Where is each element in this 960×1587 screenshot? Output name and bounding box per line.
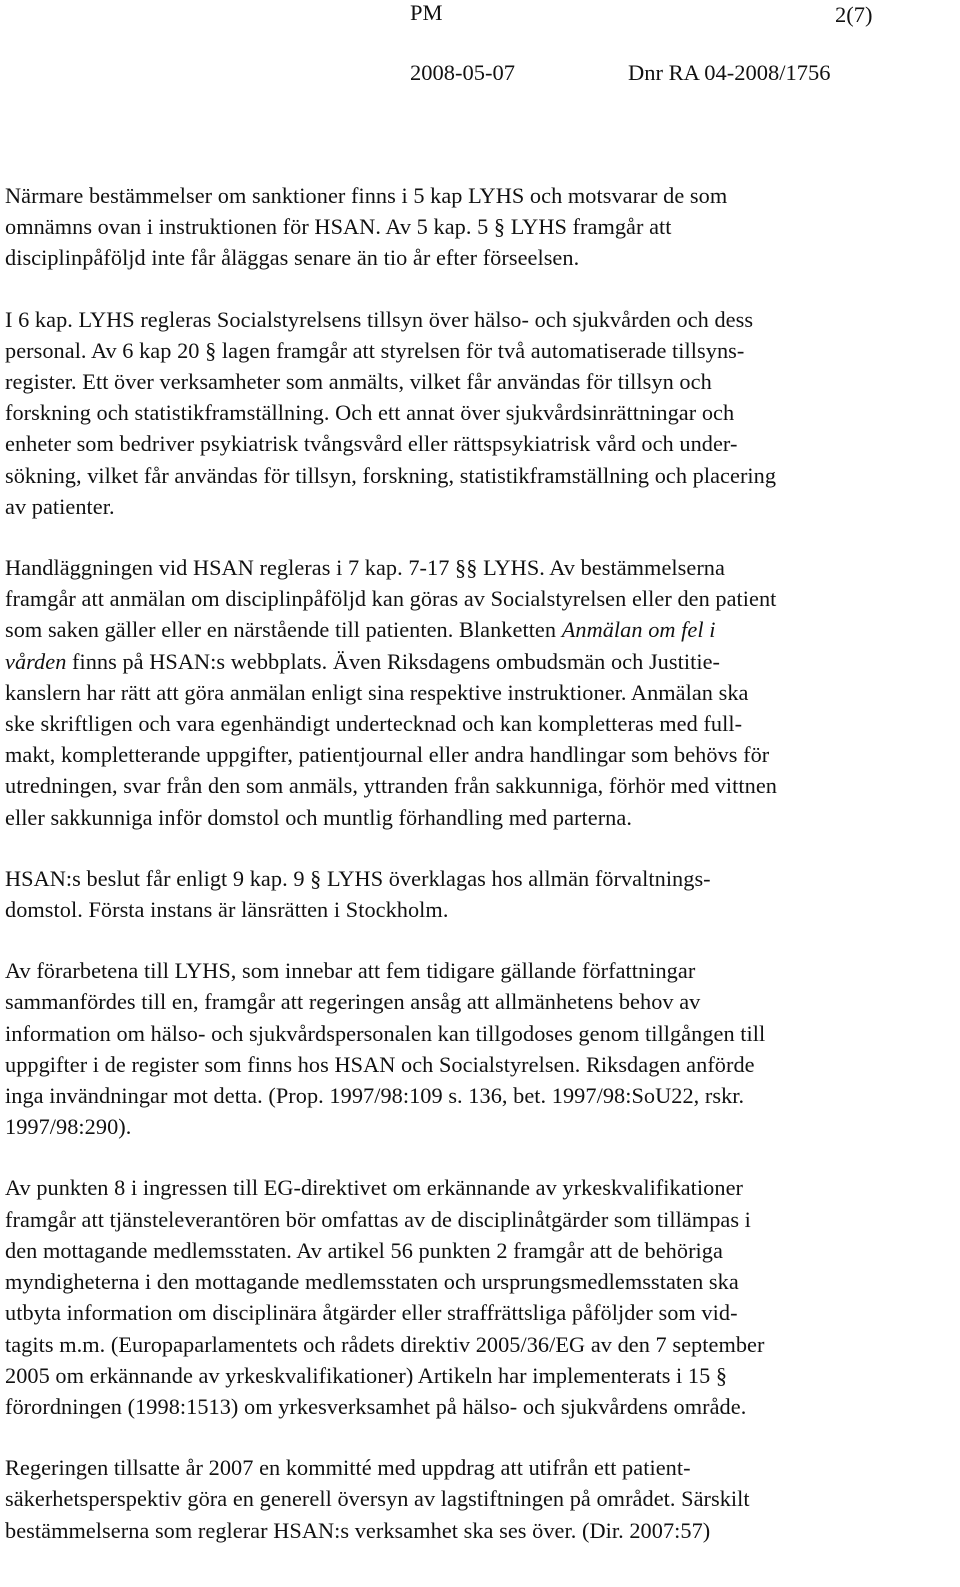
text-line: uppgifter i de register som finns hos HSAN och Socialstyrelsen. Riksdagen anförde bbox=[5, 1051, 755, 1077]
paragraph-handling bbox=[5, 552, 955, 833]
text-line: register. Ett över verksamheter som anmälts, vilket får användas för tillsyn och bbox=[5, 369, 712, 395]
text-line: HSAN:s beslut får enligt 9 kap. 9 § LYHS överklagas hos allmän förvaltnings- bbox=[5, 865, 711, 891]
text-line: bestämmelserna som reglerar HSAN:s verksamhet ska ses över. (Dir. 2007:57) bbox=[5, 1517, 711, 1543]
document-body bbox=[5, 180, 955, 1564]
page-number: 2(7) bbox=[835, 2, 873, 27]
text-line: domstol. Första instans är länsrätten i Stockholm. bbox=[5, 897, 449, 923]
text-line bbox=[5, 614, 955, 645]
text-line: inga invändningar mot detta. (Prop. 1997/98:109 s. 136, bet. 1997/98:SoU22, rskr. bbox=[5, 1083, 745, 1109]
paragraph-appeal bbox=[5, 863, 955, 925]
doc-type-title: PM bbox=[410, 0, 443, 25]
text-segment: finns på HSAN:s webbplats. Även Riksdagens ombudsmän och Justitie- bbox=[66, 648, 721, 674]
text-line: 1997/98:290). bbox=[5, 1114, 132, 1140]
paragraph-sanctions bbox=[5, 180, 955, 274]
text-line: Handläggningen vid HSAN regleras i 7 kap. 7-17 §§ LYHS. Av bestämmelserna bbox=[5, 555, 725, 581]
text-line: förordningen (1998:1513) om yrkesverksamhet på hälso- och sjukvårdens område. bbox=[5, 1393, 747, 1419]
form-title-italic: vården bbox=[5, 648, 67, 674]
text-line: myndigheterna i den mottagande medlemsstaten och ursprungsmedlemsstaten ska bbox=[5, 1269, 739, 1295]
form-title-italic: Anmälan om fel i bbox=[561, 617, 716, 643]
text-line: sammanfördes till en, framgår att regeringen ansåg att allmänhetens behov av bbox=[5, 989, 701, 1015]
text-line: personal. Av 6 kap 20 § lagen framgår att styrelsen för två automatiserade tillsyns- bbox=[5, 337, 745, 363]
paragraph-preparatory-work bbox=[5, 955, 955, 1142]
text-line: enheter som bedriver psykiatrisk tvångsvård eller rättspsykiatrisk vård och under- bbox=[5, 431, 738, 457]
text-line: av patienter. bbox=[5, 493, 115, 519]
text-line: forskning och statistikframställning. Och ett annat över sjukvårdsinrättningar och bbox=[5, 400, 735, 426]
text-line: makt, kompletterande uppgifter, patientjournal eller andra handlingar som behövs för bbox=[5, 742, 770, 768]
text-line: I 6 kap. LYHS regleras Socialstyrelsens tillsyn över hälso- och sjukvården och dess bbox=[5, 306, 754, 332]
text-line: 2005 om erkännande av yrkeskvalifikationer) Artikeln har implementerats i 15 § bbox=[5, 1362, 728, 1388]
text-line: säkerhetsperspektiv göra en generell översyn av lagstiftningen på området. Särskilt bbox=[5, 1486, 750, 1512]
text-line: utredningen, svar från den som anmäls, yttranden från sakkunniga, förhör med vittnen bbox=[5, 773, 777, 799]
text-segment: som saken gäller eller en närstående till patienten. Blanketten bbox=[5, 617, 562, 643]
text-line: disciplinpåföljd inte får åläggas senare än tio år efter förseelsen. bbox=[5, 245, 580, 271]
text-line: omnämns ovan i instruktionen för HSAN. Av 5 kap. 5 § LYHS framgår att bbox=[5, 214, 672, 240]
text-line: information om hälso- och sjukvårdspersonalen kan tillgodoses genom tillgången till bbox=[5, 1020, 766, 1046]
text-line: kanslern har rätt att göra anmälan enligt sina respektive instruktioner. Anmälan ska bbox=[5, 679, 749, 705]
text-line: Regeringen tillsatte år 2007 en kommitté med uppdrag att utifrån ett patient- bbox=[5, 1455, 691, 1481]
text-line: framgår att anmälan om disciplinpåföljd kan göras av Socialstyrelsen eller den patient bbox=[5, 586, 777, 612]
doc-date: 2008-05-07 bbox=[410, 60, 515, 85]
text-line: tagits m.m. (Europaparlamentets och rådets direktiv 2005/36/EG av den 7 september bbox=[5, 1331, 765, 1357]
paragraph-eu-directive bbox=[5, 1172, 955, 1422]
text-line: Av förarbetena till LYHS, som innebar att fem tidigare gällande författningar bbox=[5, 958, 696, 984]
text-line bbox=[5, 646, 955, 677]
reference-number: Dnr RA 04-2008/1756 bbox=[628, 60, 831, 85]
paragraph-supervision bbox=[5, 304, 955, 522]
text-line: framgår att tjänsteleverantören bör omfattas av de disciplinåtgärder som tillämpas i bbox=[5, 1206, 751, 1232]
paragraph-committee bbox=[5, 1452, 955, 1546]
text-line: eller sakkunniga inför domstol och muntlig förhandling med parterna. bbox=[5, 804, 632, 830]
text-line: sökning, vilket får användas för tillsyn, forskning, statistikframställning och placering bbox=[5, 462, 777, 488]
text-line: den mottagande medlemsstaten. Av artikel 56 punkten 2 framgår att de behöriga bbox=[5, 1237, 723, 1263]
text-line: Av punkten 8 i ingressen till EG-direktivet om erkännande av yrkeskvalifikationer bbox=[5, 1175, 743, 1201]
text-line: utbyta information om disciplinära åtgärder eller straffrättsliga påföljder som vid- bbox=[5, 1300, 738, 1326]
text-line: Närmare bestämmelser om sanktioner finns i 5 kap LYHS och motsvarar de som bbox=[5, 183, 728, 208]
text-line: ske skriftligen och vara egenhändigt undertecknad och kan kompletteras med full- bbox=[5, 711, 743, 737]
